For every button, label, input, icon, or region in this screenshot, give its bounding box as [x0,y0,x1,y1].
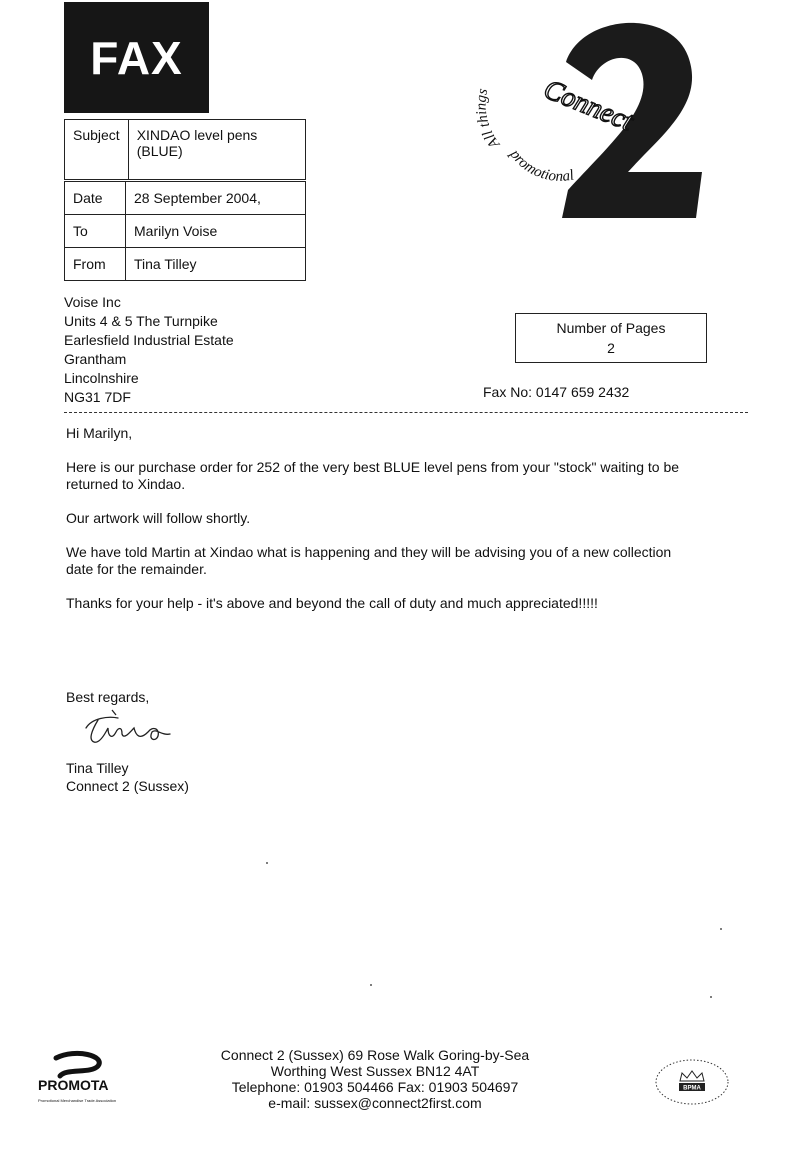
subject-value-line1: XINDAO level pens [136,127,258,143]
date-row [65,182,306,215]
letter-greeting: Hi Marilyn, [66,425,133,441]
to-row [65,215,306,248]
footer-line: Telephone: 01903 504466 Fax: 01903 504697 [231,1079,519,1095]
footer-line: Connect 2 (Sussex) 69 Rose Walk Goring-by-Sea [220,1047,530,1063]
logo-numeral: 2 [470,4,471,5]
from-label: From [65,248,126,281]
from-value: Tina Tilley [126,248,306,281]
signer-company: Connect 2 (Sussex) [66,778,189,794]
to-label: To [65,215,126,248]
fax-label: FAX [90,31,183,84]
scan-speck [370,984,372,986]
address-line: Grantham [64,351,127,367]
address-line: Lincolnshire [64,370,139,386]
promota-subtitle: Promotional Merchandise Trade Association [38,1098,117,1103]
address-line: Voise Inc [64,294,121,310]
letter-paragraph: Our artwork will follow shortly. [66,510,251,526]
scan-speck [266,862,268,864]
address-line: Units 4 & 5 The Turnpike [64,313,218,329]
date-value: 28 September 2004, [126,182,306,215]
letter-closing: Best regards, [66,689,150,705]
pages-label: Number of Pages [556,320,666,336]
signer-name: Tina Tilley [66,760,129,776]
address-line: NG31 7DF [64,389,131,405]
fax-number: Fax No: 0147 659 2432 [483,384,630,400]
footer-address [190,1047,560,1111]
letter-paragraph: Thanks for your help - it's above and beyond the call of duty and much appreciated!!!!! [66,595,598,611]
to-value: Marilyn Voise [126,215,306,248]
logo-tagline-2: promotional [506,146,576,185]
footer-line: Worthing West Sussex BN12 4AT [270,1063,480,1079]
subject-label: Subject [65,120,129,180]
bpma-label: BPMA [683,1085,701,1092]
scan-speck [710,996,712,998]
fax-meta-table [64,181,306,281]
number-of-pages-box [515,313,707,363]
section-divider [64,412,748,413]
from-row [65,248,306,281]
letter-body [66,425,746,629]
scan-speck [720,928,722,930]
connect2-logo [470,4,720,229]
subject-value [128,120,305,180]
logo-tagline-1: All things [473,87,504,152]
subject-row [65,120,306,180]
address-line: Earlesfield Industrial Estate [64,332,234,348]
handwritten-signature [78,706,188,752]
promota-wordmark: PROMOTA [38,1077,109,1093]
promota-logo [36,1050,126,1120]
subject-table [64,119,306,180]
logo-brand-text: Connect [539,73,638,138]
date-label: Date [65,182,126,215]
bpma-badge [652,1057,732,1107]
subject-value-line2: (BLUE) [136,143,183,159]
recipient-address [64,293,234,407]
signer-block [66,759,189,795]
letter-paragraph: We have told Martin at Xindao what is happening and they will be advising you of a new collection date for the remainder. [66,544,672,577]
signature-text: Tina [78,706,80,707]
pages-value: 2 [607,340,615,356]
footer-email: e-mail: sussex@connect2first.com [268,1095,482,1111]
letter-paragraph: Here is our purchase order for 252 of the very best BLUE level pens from your "stock" waiting to be returned to Xindao. [66,459,680,492]
fax-header-block [64,2,209,113]
